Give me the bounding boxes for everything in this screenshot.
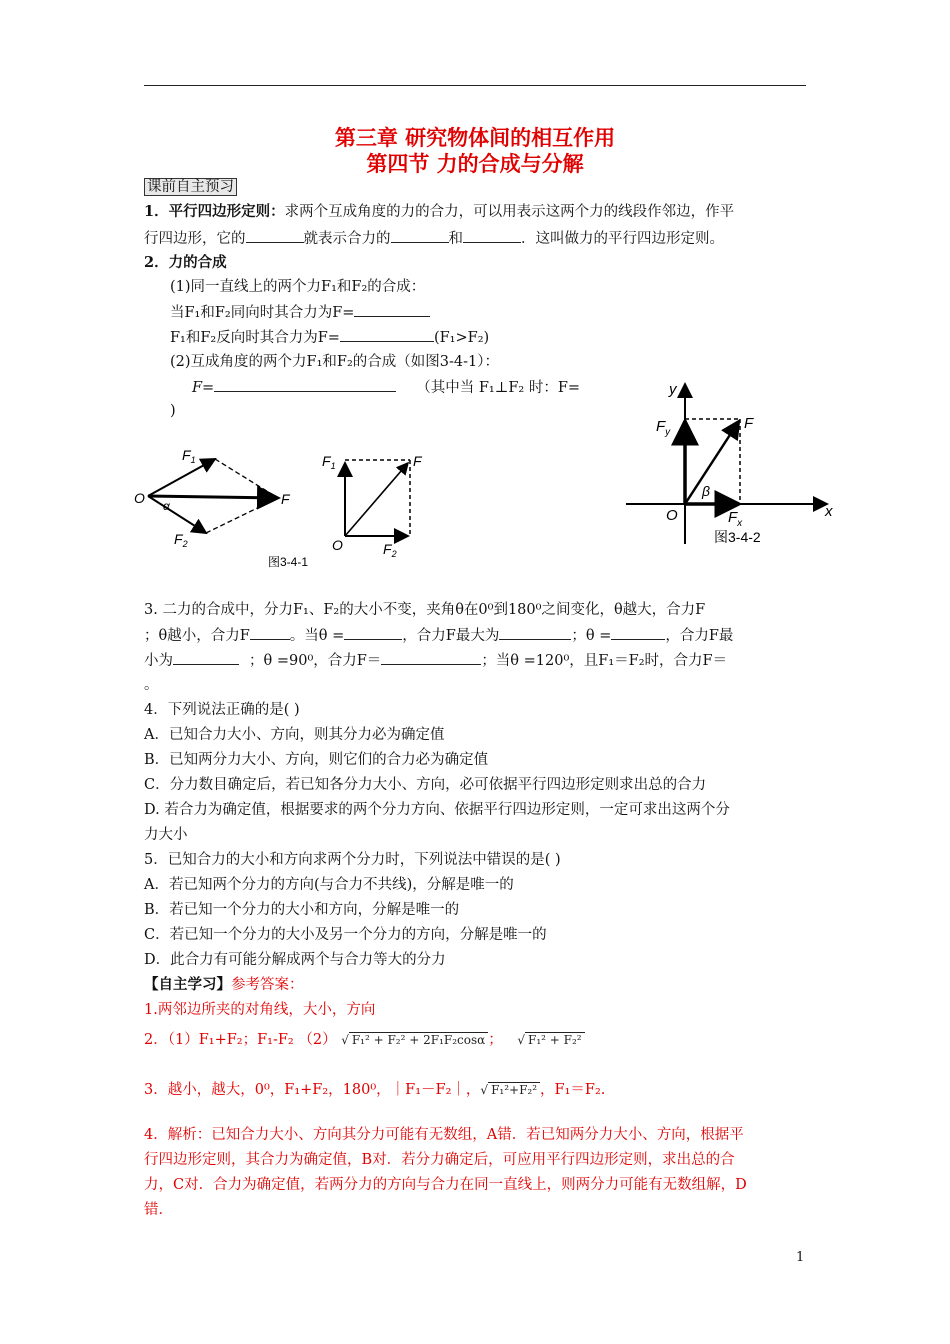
q4-option-c: C．分力数目确定后，若已知各分力大小、方向，必可依据平行四边形定则求出总的合力 [144,777,707,793]
caption-3-4-1: 图3-4-1 [268,555,309,569]
label-o: O [332,537,343,553]
figure-square [318,448,433,563]
header-rule [144,85,806,86]
q2-line4: (2)互成角度的两个力F₁和F₂的合成（如图3-4-1）： [170,354,500,370]
figure-3-4-1 [128,440,309,575]
chapter-title: 第三章 研究物体间的相互作用 [334,125,616,150]
label-y: y [669,381,677,398]
q3-line4: 。 [144,677,159,693]
resultant-vector [685,421,739,504]
q2-line5: F= （其中当 F₁⊥F₂ 时：F= [192,377,580,398]
dashed-side-1 [215,459,278,498]
q1-line1: 1．平行四边形定则：求两个互成角度的力的合力，可以用表示这两个力的线段作邻边，作平 [144,203,735,220]
label-f2: $F_2$ [383,541,397,559]
label-fx: $F_x$ [728,509,743,529]
label-f2: $F_2$ [174,531,188,549]
resultant-vector [345,463,408,536]
answer-2: 2．（1）F₁+F₂；F₁-F₂ （2） √ F₁² + F₂² + 2F₁F₂cosα ； √ F₁² + F₂² [144,1030,585,1050]
section-title: 第四节 力的合成与分解 [366,151,584,176]
q3-line2: ；θ越小，合力F 。当θ = ，合力F最大为 ；θ = ，合力F最 [144,625,733,646]
label-x: x [825,503,833,520]
label-f1: $F_1$ [322,453,336,471]
sqrt-formula-1: √ F₁² + F₂² + 2F₁F₂cosα [341,1030,488,1050]
q3-line1: 3. 二力的合成中，分力F₁、F₂的大小不变，夹角θ在0⁰到180⁰之间变化，θ越大，合力F [144,602,706,618]
label-fy: $F_y$ [656,418,671,438]
answer-1: 1.两邻边所夹的对角线，大小，方向 [144,1002,376,1018]
f1-vector [148,459,215,496]
q4-option-b: B．已知两分力大小、方向，则它们的合力必为确定值 [144,752,489,768]
q5-option-b: B．若已知一个分力的大小和方向，分解是唯一的 [144,902,460,918]
q2-line6: ) [170,403,176,419]
caption-3-4-2: 图3-4-2 [714,529,761,545]
answer-4-line4: 错． [144,1202,173,1218]
sqrt-formula-3: √ F₁²+F₂² [480,1080,540,1100]
f2-vector [148,496,206,533]
q5-option-a: A．若已知两个分力的方向(与合力不共线)，分解是唯一的 [144,877,514,893]
label-beta: β [702,483,710,499]
q5-option-d: D．此合力有可能分解成两个与合力等大的分力 [144,952,446,968]
label-f1: $F_1$ [182,447,196,465]
figure-3-4-2 [622,376,842,548]
label-o: O [666,507,678,524]
resultant-vector [148,496,278,498]
preview-label: 课前自主预习 [144,177,237,197]
answer-4-line2: 行四边形定则，其合力为确定值，B对．若分力确定后，可应用平行四边形定则，求出总的合 [144,1152,735,1168]
page-number: 1 [796,1250,805,1265]
q5-option-c: C．若已知一个分力的大小及另一个分力的方向，分解是唯一的 [144,927,547,943]
q2-line2: 当F₁和F₂同向时其合力为F= [170,302,430,323]
dashed-side-2 [206,498,278,533]
q4-stem: 4．下列说法正确的是( ) [144,702,300,718]
q2-line3: F₁和F₂反向时其合力为F= (F₁>F₂) [170,327,489,348]
answers-heading: 【自主学习】参考答案： [144,976,304,993]
q1-line2: 行四边形，它的 就表示合力的 和 ．这叫做力的平行四边形定则。 [144,228,724,249]
q4-option-d-line1: D. 若合力为确定值，根据要求的两个分力方向、依据平行四边形定则，一定可求出这两个分 [144,802,730,818]
q4-option-a: A．已知合力大小、方向，则其分力必为确定值 [144,727,445,743]
q2-heading: 2．力的合成 [144,254,227,271]
q5-stem: 5．已知合力的大小和方向求两个分力时，下列说法中错误的是( ) [144,852,561,868]
answer-4-line3: 力，C对．合力为确定值，若两分力的方向与合力在同一直线上，则两分力可能有无数组解，D [144,1177,747,1193]
label-alpha: α [163,499,170,513]
label-f: F [281,491,290,507]
label-f: F [744,415,754,432]
q2-line1: (1)同一直线上的两个力F₁和F₂的合成： [170,279,426,295]
sqrt-formula-2: √ F₁² + F₂² [517,1030,584,1050]
answer-3: 3．越小，越大，0⁰，F₁+F₂，180⁰，｜F₁－F₂｜，√ F₁²+F₂² ，F₁＝F₂. [144,1082,606,1098]
q3-line3: 小为 ；θ =90⁰，合力F＝ ；当θ =120⁰，且F₁＝F₂时，合力F＝ [144,650,727,671]
answer-4-line1: 4．解析：已知合力大小、方向其分力可能有无数组，A错．若已知两分力大小、方向，根据平 [144,1127,744,1143]
q4-option-d-line2: 力大小 [144,827,188,843]
label-o: O [134,490,145,506]
label-f: F [413,453,422,469]
